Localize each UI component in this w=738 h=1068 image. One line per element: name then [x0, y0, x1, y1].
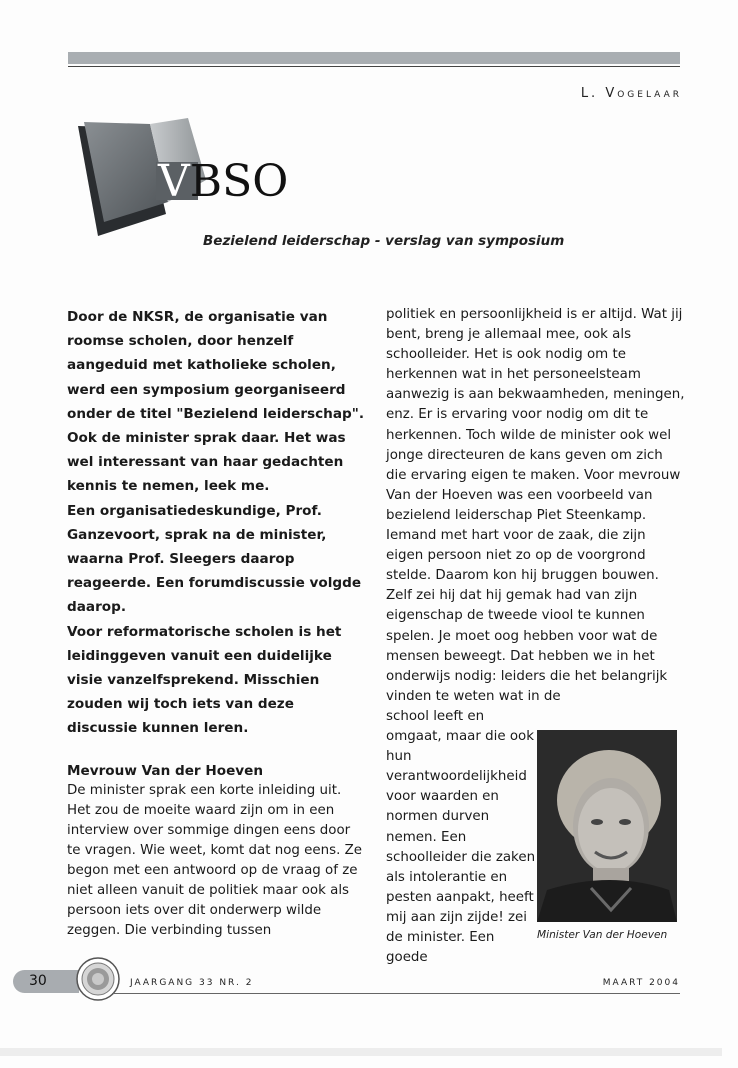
article-subtitle: Bezielend leiderschap - verslag van symposium: [203, 233, 565, 249]
author-name: L. Vogelaar: [580, 86, 682, 101]
issue-date: MAART 2004: [602, 978, 680, 988]
logo-letters-bso: BSO: [189, 156, 289, 207]
logo-letter-v: V: [158, 156, 190, 207]
intro-text: [67, 305, 367, 741]
body-text-left: De minister sprak een korte inleiding uit. Het zou de moeite waard zijn om in een interview over sommige dingen eens door te vragen. Wie weet, komt dat nog eens. Ze begon met een antwoord op de vraag of ze niet alleen vanuit de politiek maar ook als persoon iets over dit onderwerp wilde zeggen. Die verbinding tussen: [67, 782, 363, 938]
body-text-right-narrow: school leeft en omgaat, maar die ook hun verantwoordelijkheid voor waarden en normen durven nemen. Een schoolleider die zaken als intolerantie en pesten aanpakt, heeft mij aan zijn zijde! zei de minister. Een goede: [386, 709, 536, 966]
seal-icon: [76, 957, 120, 1001]
logo-wordmark: [158, 156, 288, 207]
left-column: [67, 305, 367, 941]
intro-paragraph-1: Door de NKSR, de organisatie van roomse scholen, door henzelf aangeduid met katholieke scholen, werd een symposium georganiseerd onder de titel "Bezielend leiderschap".: [67, 309, 364, 422]
page-number: 30: [29, 973, 47, 989]
intro-paragraph-4: Voor reformatorische scholen is het leidinggeven vanuit een duidelijke visie vanzelfsprekend. Misschien zouden wij toch iets van deze discussie kunnen leren.: [67, 623, 342, 737]
header-band: [68, 52, 680, 64]
scan-edge: [0, 1048, 722, 1056]
photo-caption: Minister Van der Hoeven: [537, 929, 668, 941]
intro-paragraph-3: Een organisatiedeskundige, Prof. Ganzevoort, sprak na de minister, waarna Prof. Sleegers daarop reageerde. Een forumdiscussie volgde daarop.: [67, 502, 362, 616]
section-heading: Mevrouw Van der Hoeven: [67, 762, 264, 779]
body-text-right: politiek en persoonlijkheid is er altijd. Wat jij bent, breng je allemaal mee, ook als schoolleider. Het is ook nodig om te herkennen wat in het personeelsteam aanwezig is aan bekwaamheden, meningen, enz. Er is ervaring voor nodig om dit te herkennen. Toch wilde de minister ook wel jonge directeuren de kans geven om zich die ervaring eigen te maken. Voor mevrouw Van der Hoeven was een voorbeeld van bezielend leiderschap Piet Steenkamp. Iemand met hart voor de zaak, die zijn eigen persoon niet zo op de voorgrond stelde. Daarom kon hij bruggen bouwen. Zelf zei hij dat hij gemak had van zijn eigenschap de tweede viool te kunnen spelen. Je moet oog hebben voor wat de mensen beweegt. Dat hebben we in het onderwijs nodig: leiders die het belangrijk vinden te weten wat in de: [386, 307, 685, 704]
issue-label: JAARGANG 33 NR. 2: [130, 978, 254, 988]
header-rule: [68, 66, 680, 67]
footer-rule: [112, 993, 680, 994]
intro-paragraph-2: Ook de minister sprak daar. Het was wel interessant van haar gedachten kennis te nemen, leek me.: [67, 430, 346, 495]
minister-portrait-photo: [537, 730, 677, 922]
